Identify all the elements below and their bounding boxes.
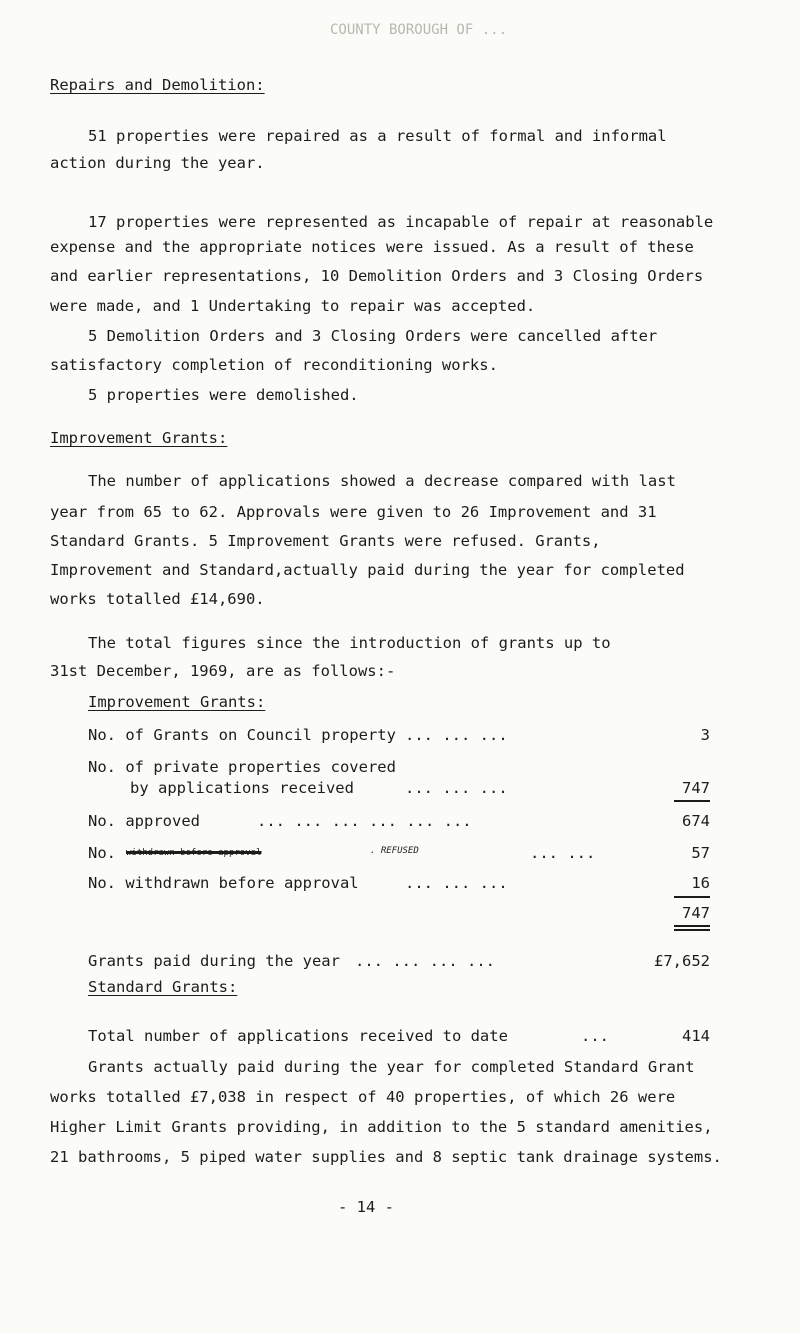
table-row-approved-value: 674 <box>682 812 710 830</box>
repairs-p2-line1: 17 properties were represented as incapable of repair at reasonable <box>88 213 714 231</box>
table-row-private-label2: by applications received <box>130 779 354 797</box>
table-row-withdrawn-dots: ... ... ... <box>405 874 508 892</box>
grants-paid-label: Grants paid during the year <box>88 952 340 970</box>
table-row-council-dots: ... ... ... <box>405 726 508 744</box>
handwritten-correction: . REFUSED <box>370 846 419 856</box>
double-rule-bottom <box>674 929 710 931</box>
improvement-p1-line3: Standard Grants. 5 Improvement Grants were refused. Grants, <box>50 532 601 550</box>
standard-total-value: 414 <box>682 1027 710 1045</box>
standard-p-line1: Grants actually paid during the year for completed Standard Grant <box>88 1058 695 1076</box>
standard-total-dots: ... <box>581 1027 609 1045</box>
grants-paid-dots: ... ... ... ... <box>355 952 495 970</box>
improvement-heading: Improvement Grants: <box>50 429 228 447</box>
repairs-p3-line2: satisfactory completion of reconditioning works. <box>50 356 498 374</box>
improvement-p2-line2: 31st December, 1969, are as follows:- <box>50 662 396 680</box>
faint-header: COUNTY BOROUGH OF ... <box>330 22 508 38</box>
table-row-approved-dots: ... ... ... ... ... ... <box>257 812 472 830</box>
table-row-withdrawn-label: No. withdrawn before approval <box>88 874 359 892</box>
table-row-refused-value: 57 <box>691 844 710 862</box>
repairs-p2-line3: and earlier representations, 10 Demolition Orders and 3 Closing Orders <box>50 267 704 285</box>
repairs-p2-line4: were made, and 1 Undertaking to repair was accepted. <box>50 297 536 315</box>
table-row-private-value: 747 <box>682 779 710 797</box>
standard-p-line2: works totalled £7,038 in respect of 40 properties, of which 26 were <box>50 1088 676 1106</box>
table-row-approved-label: No. approved <box>88 812 200 830</box>
improvement-p2-line1: The total figures since the introduction of grants up to <box>88 634 611 652</box>
repairs-p1-line2: action during the year. <box>50 154 265 172</box>
standard-heading: Standard Grants: <box>88 978 238 996</box>
improvement-p1-line1: The number of applications showed a decrease compared with last <box>88 472 676 490</box>
table-row-council-value: 3 <box>700 726 710 744</box>
repairs-p3-line1: 5 Demolition Orders and 3 Closing Orders were cancelled after <box>88 327 658 345</box>
standard-p-line4: 21 bathrooms, 5 piped water supplies and 8 septic tank drainage systems. <box>50 1148 722 1166</box>
grants-paid-value: £7,652 <box>654 952 710 970</box>
page-number: - 14 - <box>338 1198 394 1216</box>
improvement-p1-line2: year from 65 to 62. Approvals were given to 26 Improvement and 31 <box>50 503 657 521</box>
repairs-p2-line2: expense and the appropriate notices were issued. As a result of these <box>50 238 694 256</box>
table-total-value: 747 <box>682 904 710 922</box>
table-row-refused-label: No. <box>88 844 116 862</box>
struck-out-text: withdrawn before approval <box>126 848 262 858</box>
table-row-withdrawn-value: 16 <box>691 874 710 892</box>
table-row-council-label: No. of Grants on Council property <box>88 726 396 744</box>
underline-rule <box>674 896 710 898</box>
table-row-private-dots: ... ... ... <box>405 779 508 797</box>
double-rule-top <box>674 925 710 927</box>
repairs-p1-line1: 51 properties were repaired as a result of formal and informal <box>88 127 667 145</box>
standard-p-line3: Higher Limit Grants providing, in addition to the 5 standard amenities, <box>50 1118 713 1136</box>
table-row-private-label: No. of private properties covered <box>88 758 396 776</box>
improvement-p1-line5: works totalled £14,690. <box>50 590 265 608</box>
repairs-heading: Repairs and Demolition: <box>50 76 265 94</box>
improvement-p1-line4: Improvement and Standard,actually paid during the year for completed <box>50 561 685 579</box>
standard-total-label: Total number of applications received to date <box>88 1027 508 1045</box>
table-row-refused-dots: ... ... <box>530 844 596 862</box>
underline-rule <box>674 800 710 802</box>
table-heading: Improvement Grants: <box>88 693 266 711</box>
repairs-p4: 5 properties were demolished. <box>88 386 359 404</box>
